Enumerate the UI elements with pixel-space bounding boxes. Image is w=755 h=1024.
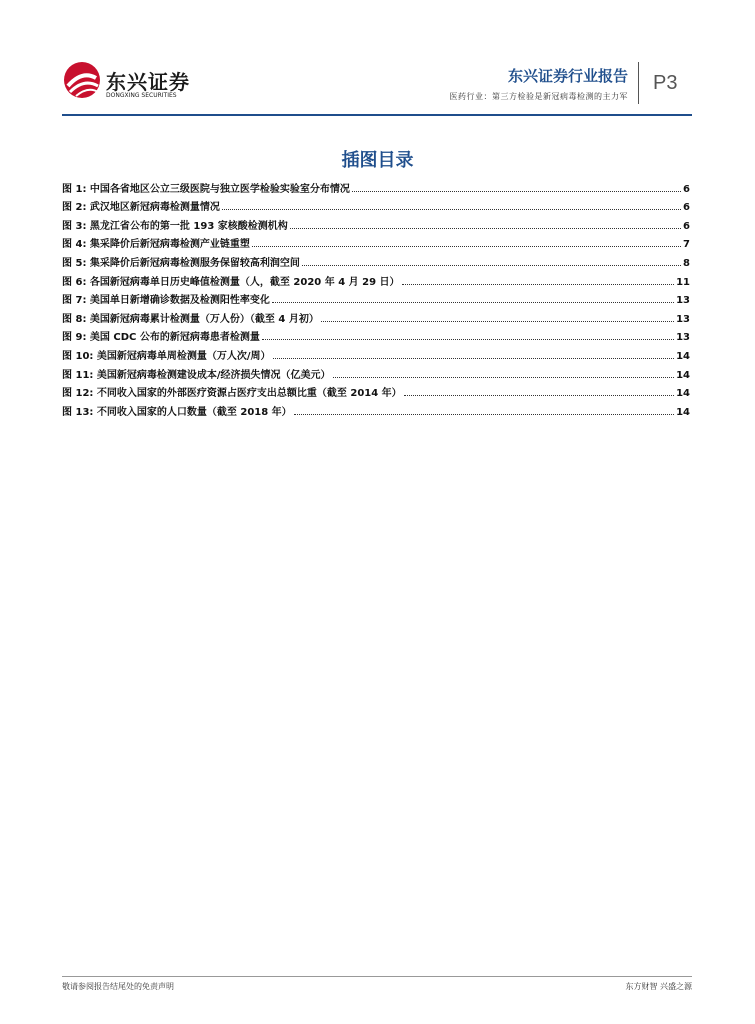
toc-leader-dots (262, 339, 674, 340)
toc-leader-dots (273, 358, 675, 359)
toc-entry-page: 13 (676, 313, 690, 325)
report-subtitle: 医药行业：第三方检验是新冠病毒检测的主力军 (449, 92, 628, 101)
toc-entry-label: 图 13: 不同收入国家的人口数量（截至 2018 年） (62, 406, 292, 418)
toc-entry-label: 图 8: 美国新冠病毒累计检测量（万人份）（截至 4 月初） (62, 313, 319, 325)
toc-leader-dots (252, 246, 681, 247)
logo-emblem-icon (62, 60, 102, 100)
toc-entry[interactable] (62, 195, 690, 214)
header-divider (638, 62, 639, 104)
toc-entry[interactable] (62, 399, 690, 418)
toc-leader-dots (321, 321, 674, 322)
toc-entry-label: 图 3: 黑龙江省公布的第一批 193 家核酸检测机构 (62, 220, 288, 232)
toc-entry[interactable] (62, 232, 690, 251)
toc-leader-dots (302, 265, 681, 266)
toc-entry[interactable] (62, 362, 690, 381)
toc-entry-page: 11 (676, 276, 690, 288)
toc-entry-page: 6 (683, 220, 690, 232)
toc-entry[interactable] (62, 381, 690, 400)
report-type: 东兴证券行业报告 (507, 67, 628, 85)
toc-entry-page: 13 (676, 295, 690, 307)
toc-entry[interactable] (62, 250, 690, 269)
toc-entry-label: 图 10: 美国新冠病毒单周检测量（万人次/周） (62, 350, 271, 362)
toc-entry-label: 图 7: 美国单日新增确诊数据及检测阳性率变化 (62, 295, 270, 307)
toc-entry[interactable] (62, 269, 690, 288)
footer-rule (62, 976, 692, 977)
toc-leader-dots (404, 395, 674, 396)
figure-toc (62, 176, 690, 418)
toc-entry-page: 6 (683, 183, 690, 195)
toc-entry[interactable] (62, 288, 690, 307)
toc-entry-label: 图 4: 集采降价后新冠病毒检测产业链重塑 (62, 239, 250, 251)
toc-entry[interactable] (62, 343, 690, 362)
toc-leader-dots (290, 228, 681, 229)
toc-entry-page: 8 (683, 257, 690, 269)
toc-leader-dots (294, 414, 674, 415)
page-header (0, 0, 755, 120)
company-logo (62, 60, 190, 106)
toc-entry-page: 14 (676, 369, 690, 381)
header-rule (62, 114, 692, 116)
toc-entry[interactable] (62, 176, 690, 195)
toc-entry-label: 图 11: 美国新冠病毒检测建设成本/经济损失情况（亿美元） (62, 369, 331, 381)
toc-leader-dots (222, 209, 681, 210)
logo-text-en: DONGXING SECURITIES (106, 92, 177, 99)
toc-leader-dots (402, 284, 675, 285)
toc-entry[interactable] (62, 306, 690, 325)
toc-entry-page: 14 (676, 406, 690, 418)
toc-entry-page: 7 (683, 239, 690, 251)
toc-title: 插图目录 (341, 150, 414, 171)
toc-entry-page: 6 (683, 202, 690, 214)
toc-entry-label: 图 6: 各国新冠病毒单日历史峰值检测量（人，截至 2020 年 4 月 29 日） (62, 276, 400, 288)
toc-entry-label: 图 12: 不同收入国家的外部医疗资源占医疗支出总额比重（截至 2014 年） (62, 388, 402, 400)
toc-entry-label: 图 1: 中国各省地区公立三级医院与独立医学检验实验室分布情况 (62, 183, 350, 195)
toc-entry-page: 13 (676, 332, 690, 344)
toc-entry-page: 14 (676, 350, 690, 362)
toc-leader-dots (272, 302, 674, 303)
toc-entry-label: 图 2: 武汉地区新冠病毒检测量情况 (62, 202, 220, 214)
company-slogan: 东方财智 兴盛之源 (625, 982, 692, 991)
toc-leader-dots (333, 377, 675, 378)
toc-entry-page: 14 (676, 388, 690, 400)
toc-entry[interactable] (62, 213, 690, 232)
page-number: P3 (653, 72, 678, 94)
logo-text-cn: 东兴证券 (106, 70, 190, 94)
toc-entry[interactable] (62, 325, 690, 344)
toc-leader-dots (352, 191, 681, 192)
toc-entry-label: 图 5: 集采降价后新冠病毒检测服务保留较高利润空间 (62, 257, 300, 269)
disclaimer-note: 敬请参阅报告结尾处的免责声明 (62, 982, 174, 991)
toc-entry-label: 图 9: 美国 CDC 公布的新冠病毒患者检测量 (62, 332, 260, 344)
